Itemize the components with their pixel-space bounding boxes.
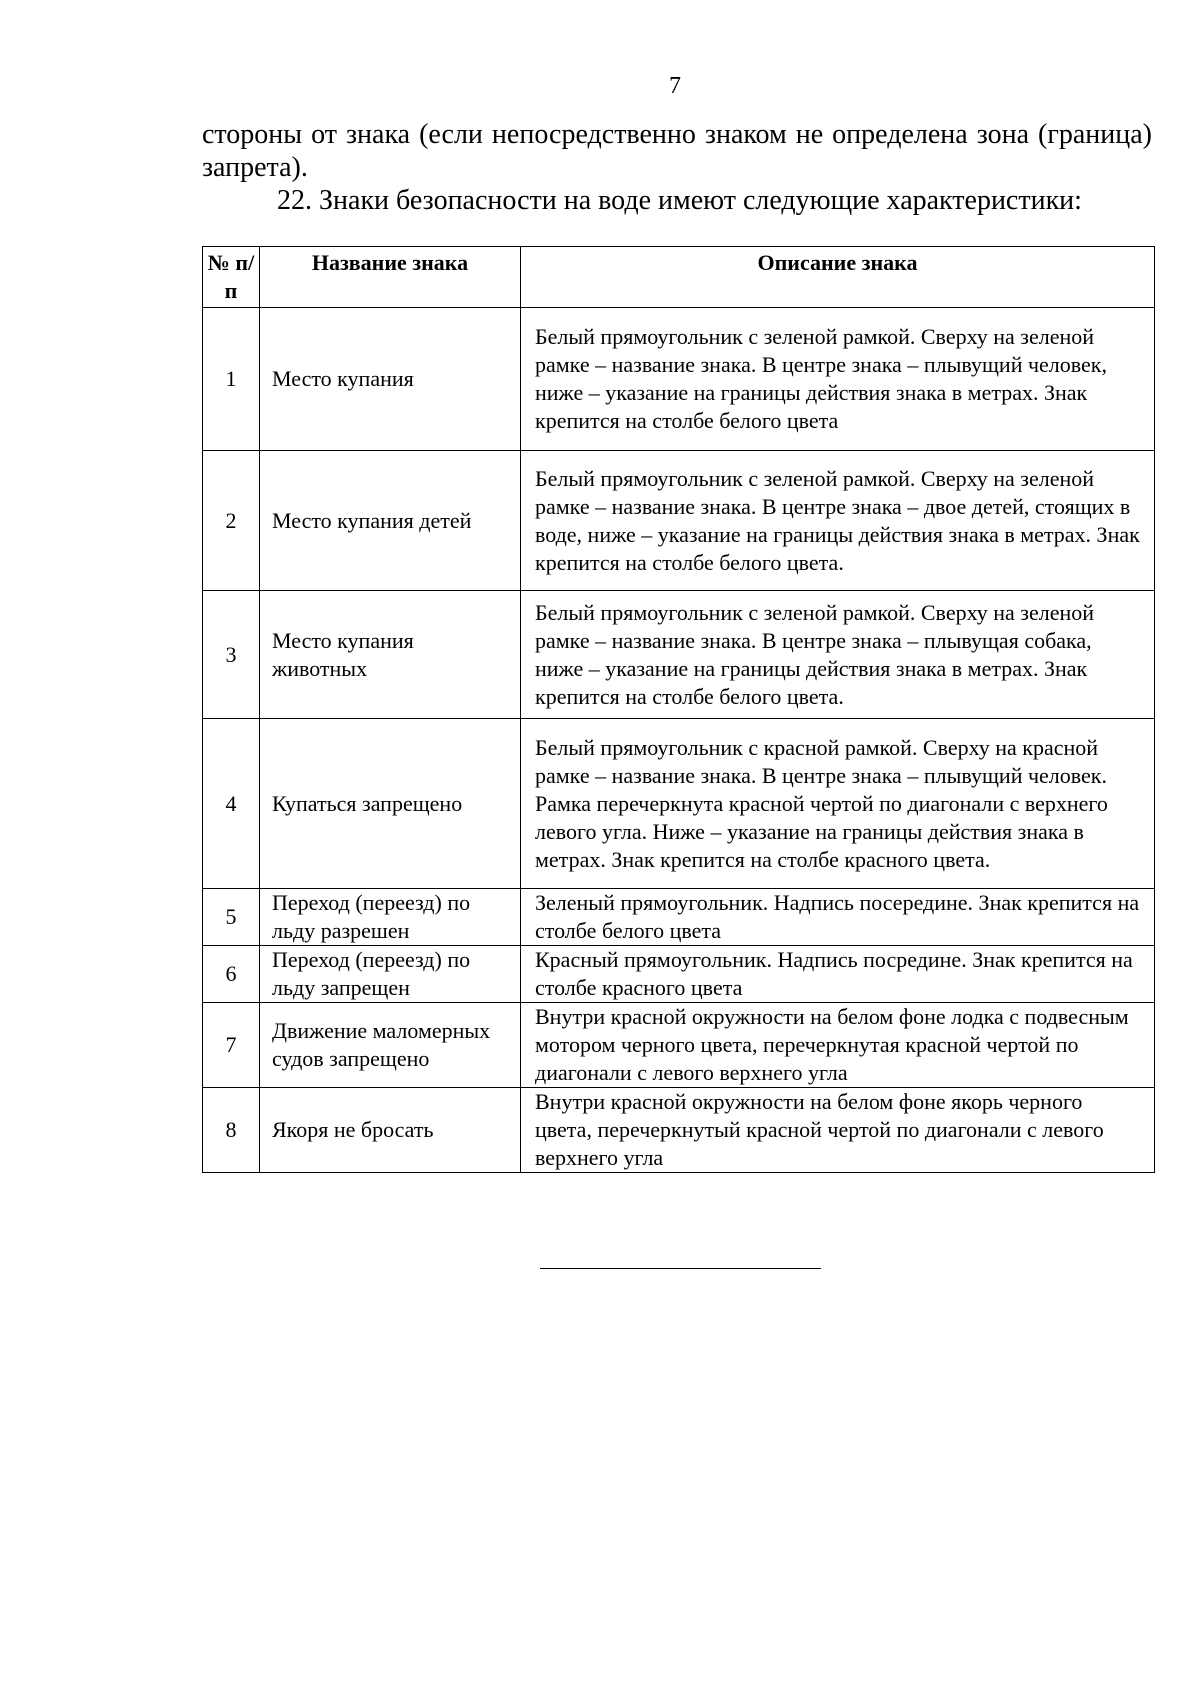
table-row (203, 1088, 1155, 1173)
sign-description: Белый прямоугольник с зеленой рамкой. Сверху на зеленой рамке – название знака. В центре знака – плывущая собака, ниже – указание на границы действия знака в метрах. Знак крепится на столбе белого цвета. (521, 591, 1155, 719)
sign-description: Зеленый прямоугольник. Надпись посередине. Знак крепится на столбе белого цвета (521, 889, 1155, 946)
row-number: 2 (203, 451, 260, 591)
table-row (203, 719, 1155, 889)
end-of-document-rule (540, 1268, 821, 1269)
sign-description: Внутри красной окружности на белом фоне якорь черного цвета, перечеркнутый красной чертой по диагонали с левого верхнего угла (521, 1088, 1155, 1173)
sign-name: Место купания (260, 308, 521, 451)
header-description: Описание знака (521, 247, 1155, 308)
sign-description: Внутри красной окружности на белом фоне лодка с подвесным мотором черного цвета, перечеркнутая красной чертой по диагонали с левого верхнего угла (521, 1003, 1155, 1088)
row-number: 6 (203, 946, 260, 1003)
table-row (203, 308, 1155, 451)
row-number: 8 (203, 1088, 260, 1173)
water-safety-signs-table (202, 246, 1155, 1173)
sign-name: Место купания детей (260, 451, 521, 591)
header-number: № п/п (203, 247, 260, 308)
sign-description: Белый прямоугольник с зеленой рамкой. Сверху на зеленой рамке – название знака. В центре знака – плывущий человек, ниже – указание на границы действия знака в метрах. Знак крепится на столбе белого цвета (521, 308, 1155, 451)
sign-description: Красный прямоугольник. Надпись посредине. Знак крепится на столбе красного цвета (521, 946, 1155, 1003)
sign-name: Движение маломерных судов запрещено (260, 1003, 521, 1088)
table-row (203, 889, 1155, 946)
sign-description: Белый прямоугольник с красной рамкой. Сверху на красной рамке – название знака. В центре знака – плывущий человек. Рамка перечеркнута красной чертой по диагонали с верхнего левого угла. Ниже – указание на границы действия знака в метрах. Знак крепится на столбе красного цвета. (521, 719, 1155, 889)
row-number: 4 (203, 719, 260, 889)
sign-name: Купаться запрещено (260, 719, 521, 889)
table-row (203, 451, 1155, 591)
sign-name: Переход (переезд) по льду разрешен (260, 889, 521, 946)
table-row (203, 946, 1155, 1003)
row-number: 1 (203, 308, 260, 451)
continuation-paragraph: стороны от знака (если непосредственно знаком не определена зона (граница) запрета). (202, 119, 1152, 183)
table-header-row (203, 247, 1155, 308)
sign-name: Место купания животных (260, 591, 521, 719)
table-row (203, 591, 1155, 719)
page-number: 7 (669, 73, 681, 99)
item-22-paragraph: 22. Знаки безопасности на воде имеют следующие характеристики: (277, 185, 1082, 216)
header-name: Название знака (260, 247, 521, 308)
row-number: 3 (203, 591, 260, 719)
sign-description: Белый прямоугольник с зеленой рамкой. Сверху на зеленой рамке – название знака. В центре знака – двое детей, стоящих в воде, ниже – указание на границы действия знака в метрах. Знак крепится на столбе белого цвета. (521, 451, 1155, 591)
sign-name: Переход (переезд) по льду запрещен (260, 946, 521, 1003)
row-number: 5 (203, 889, 260, 946)
row-number: 7 (203, 1003, 260, 1088)
table-row (203, 1003, 1155, 1088)
sign-name: Якоря не бросать (260, 1088, 521, 1173)
